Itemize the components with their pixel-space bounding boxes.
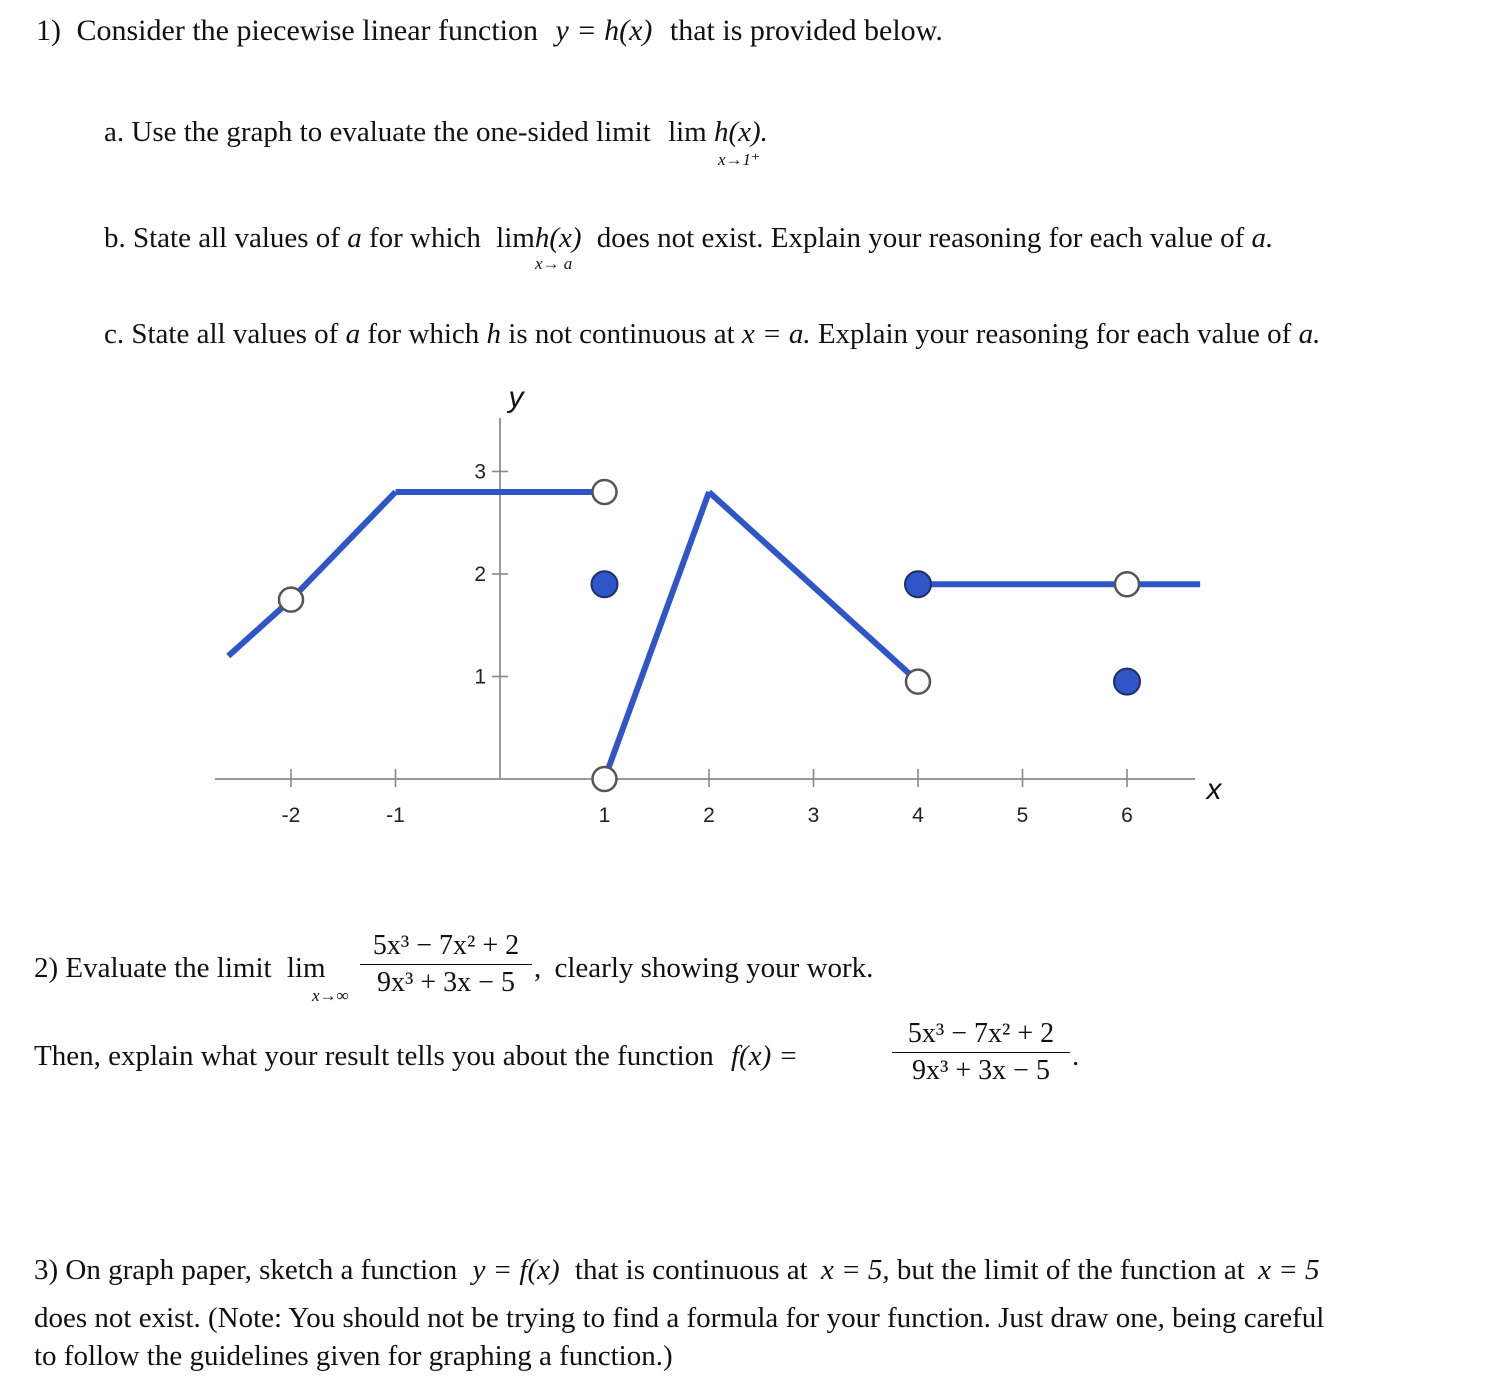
math-expression: y = f(x) — [472, 1254, 560, 1286]
graph-segment — [291, 492, 396, 600]
x-tick-label: -1 — [386, 804, 405, 827]
question-text: Then, explain what your result tells you about the function — [34, 1040, 714, 1072]
part-label: c. — [104, 318, 125, 350]
part-label: a. — [104, 116, 125, 148]
question-text: Evaluate the limit — [65, 952, 272, 984]
math-expression: x = 5 — [1258, 1254, 1320, 1286]
question-2-line1 — [34, 952, 326, 985]
question-text: On graph paper, sketch a function — [65, 1254, 458, 1286]
limit-subscript: x→ a — [535, 254, 573, 273]
graph-segment — [605, 492, 710, 779]
question-text: Consider the piecewise linear function — [76, 14, 539, 47]
limit-subscript: x→1⁺ — [718, 150, 761, 169]
y-tick-label: 2 — [474, 563, 486, 586]
x-tick-label: -2 — [281, 804, 301, 827]
graph-segment — [709, 492, 918, 682]
closed-point — [592, 571, 618, 597]
fraction-denominator: 9x³ + 3x − 5 — [377, 967, 515, 998]
open-point — [279, 588, 303, 612]
condition: x = a. — [741, 318, 811, 350]
question-number: 1) — [36, 14, 61, 47]
open-point — [593, 480, 617, 504]
variable: a — [345, 318, 361, 350]
limit-expression: h(x) — [534, 222, 582, 254]
question-text: clearly showing your work. — [554, 952, 874, 984]
part-text: for which — [367, 318, 480, 350]
question-2-line2 — [34, 1040, 798, 1073]
part-text: is not continuous at — [508, 318, 735, 350]
closed-point — [905, 571, 931, 597]
question-number: 3) — [34, 1254, 59, 1286]
part-text: Use the graph to evaluate the one-sided limit — [131, 116, 651, 148]
math-expression: x = 5, — [820, 1254, 890, 1286]
open-point — [593, 767, 617, 791]
x-tick-label: 6 — [1121, 804, 1133, 827]
period: . — [1072, 1040, 1080, 1072]
x-tick-label: 1 — [598, 804, 611, 827]
question-text: that is continuous at — [574, 1254, 808, 1286]
function-fraction — [892, 1016, 1070, 1089]
part-label: b. — [104, 222, 126, 254]
open-point — [1115, 572, 1139, 596]
y-tick-label: 3 — [474, 460, 486, 484]
fraction-numerator: 5x³ − 7x² + 2 — [907, 1018, 1055, 1049]
part-text: State all values of — [131, 318, 339, 350]
comma: , — [534, 952, 542, 984]
question-number: 2) — [34, 952, 59, 984]
part-text: does not exist. Explain your reasoning for each value of — [596, 222, 1245, 254]
limit-operator: lim — [286, 952, 326, 984]
fraction-denominator: 9x³ + 3x − 5 — [912, 1055, 1050, 1086]
limit-subscript: x→∞ — [312, 986, 349, 1005]
question-3-line3: to follow the guidelines given for graphing a function.) — [34, 1340, 673, 1372]
x-tick-label: 3 — [807, 804, 820, 827]
limit-fraction — [360, 928, 532, 1001]
open-point — [906, 670, 930, 694]
x-tick-label: 2 — [703, 804, 715, 827]
question-text: that is provided below. — [669, 14, 943, 47]
question-2-tail — [534, 952, 873, 985]
variable: a — [347, 222, 362, 254]
closed-point — [1114, 669, 1140, 695]
x-axis-label: x — [1206, 773, 1222, 806]
fraction-numerator: 5x³ − 7x² + 2 — [372, 930, 520, 961]
x-tick-label: 4 — [912, 804, 924, 827]
question-text: but the limit of the function at — [896, 1254, 1245, 1286]
function-name: h — [486, 318, 502, 350]
function-expression: f(x) = — [730, 1040, 799, 1072]
part-text: for which — [368, 222, 481, 254]
x-tick-label: 5 — [1016, 804, 1029, 827]
limit-operator: lim — [668, 116, 707, 148]
part-text: State all values of — [133, 222, 340, 254]
question-3-line2: does not exist. (Note: You should not be trying to find a formula for your function. Just draw one, being careful — [34, 1302, 1325, 1334]
y-tick-label: 1 — [474, 665, 486, 689]
variable: a. — [1298, 318, 1321, 350]
question-3-line1 — [34, 1254, 1320, 1287]
variable: a. — [1251, 222, 1274, 254]
part-text: Explain your reasoning for each value of — [817, 318, 1292, 350]
math-expression: y = h(x) — [555, 14, 653, 47]
y-axis-label: y — [508, 381, 524, 414]
limit-operator: lim — [496, 222, 535, 254]
limit-expression: h(x). — [713, 116, 768, 148]
